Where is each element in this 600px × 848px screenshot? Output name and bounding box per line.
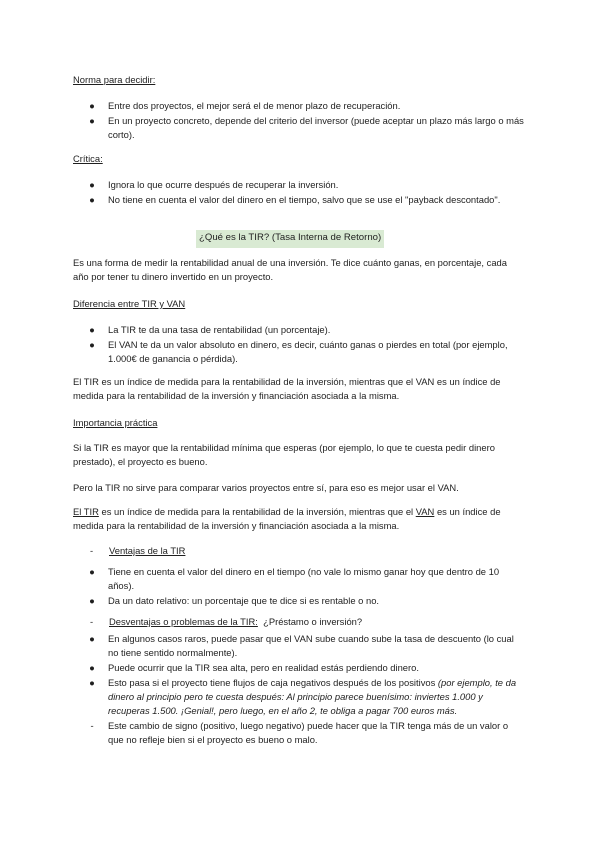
list-item: ● La TIR te da una tasa de rentabilidad (un porcentaje). <box>73 323 525 337</box>
tir-definition: Es una forma de medir la rentabilidad anual de una inversión. Te dice cuánto ganas, en porcentaje, cada año por tener tu dinero invertido en un proyecto. <box>73 257 507 282</box>
importancia-paragraph-1: Si la TIR es mayor que la rentabilidad mínima que esperas (por ejemplo, lo que te cuesta pedir dinero prestado), el proyecto es bueno. <box>73 442 495 467</box>
dash-marker: - <box>90 545 94 556</box>
list-item: ● Puede ocurrir que la TIR sea alta, pero en realidad estás perdiendo dinero. <box>73 661 525 675</box>
tir-van-paragraph: El TIR es un índice de medida para la rentabilidad de la inversión, mientras que el VAN es un índice de medida para la rentabilidad de la inversión y financiación asociada a la misma. <box>73 376 501 401</box>
list-item: ● Ignora lo que ocurre después de recuperar la inversión. <box>73 178 525 192</box>
bullet-icon: ● <box>89 662 95 673</box>
tir-van-repeat-paragraph: El TIR es un índice de medida para la rentabilidad de la inversión, mientras que el VAN es un índice de medida para la rentabilidad de la inversión y financiación asociada a la misma. <box>73 506 501 531</box>
norma-heading: Norma para decidir: <box>73 74 156 85</box>
list-item: ● Tiene en cuenta el valor del dinero en el tiempo (no vale lo mismo ganar hoy que dentro de 10 años). <box>73 565 525 593</box>
importancia-heading: Importancia práctica <box>73 417 158 428</box>
desventajas-title: Desventajas o problemas de la TIR: <box>109 616 258 627</box>
bullet-icon: ● <box>89 633 95 644</box>
list-item: ● Da un dato relativo: un porcentaje que te dice si es rentable o no. <box>73 594 525 608</box>
norma-list <box>73 99 525 143</box>
bullet-icon: ● <box>89 566 95 577</box>
list-item: ● Entre dos proyectos, el mejor será el de menor plazo de recuperación. <box>73 99 525 113</box>
tir-underlined: El TIR <box>73 506 99 517</box>
ventajas-list <box>73 565 525 609</box>
importancia-paragraph-2: Pero la TIR no sirve para comparar varios proyectos entre sí, para eso es mejor usar el VAN. <box>73 482 459 493</box>
diferencia-list <box>73 323 525 367</box>
dash-marker: - <box>90 616 94 627</box>
van-underlined: VAN <box>415 506 435 517</box>
ventajas-title: Ventajas de la TIR <box>109 545 186 556</box>
bullet-icon: ● <box>89 179 95 190</box>
critica-heading: Crítica: <box>73 153 103 164</box>
bullet-icon: ● <box>89 115 95 126</box>
list-item: ● El VAN te da un valor absoluto en dinero, es decir, cuánto ganas o pierdes en total (por ejemplo, 1.000€ de ganancia o pérdida). <box>73 338 525 366</box>
desventajas-list <box>73 632 525 748</box>
critica-list <box>73 178 525 208</box>
list-item: ● En un proyecto concreto, depende del criterio del inversor (puede aceptar un plazo más largo o más corto). <box>73 114 525 142</box>
bullet-icon: ● <box>89 595 95 606</box>
list-item: ● No tiene en cuenta el valor del dinero en el tiempo, salvo que se use el "payback descontado". <box>73 193 525 207</box>
bullet-icon: ● <box>89 339 95 350</box>
dash-marker: - <box>90 720 94 731</box>
list-item: - Este cambio de signo (positivo, luego negativo) puede hacer que la TIR tenga más de un valor o que no refleje bien si el proyecto es bueno o malo. <box>73 719 525 747</box>
bullet-icon: ● <box>89 194 95 205</box>
bullet-icon: ● <box>89 100 95 111</box>
list-item: ● En algunos casos raros, puede pasar que el VAN sube cuando sube la tasa de descuento (lo cual no tiene sentido normalmente). <box>73 632 525 660</box>
desventajas-question: ¿Préstamo o inversión? <box>263 616 363 627</box>
bullet-icon: ● <box>89 324 95 335</box>
desventajas-heading <box>73 615 525 629</box>
list-item: ● Esto pasa si el proyecto tiene flujos de caja negativos después de los positivos (por ejemplo, te da dinero al principio pero te cuesta después: Al principio parece buenísimo: inviertes 1.000 y recuperas 1.500. ¡Genial!, pero luego, en el año 2, te obliga a pagar 700 euros más. <box>73 676 525 718</box>
tir-section-heading: ¿Qué es la TIR? (Tasa Interna de Retorno) <box>196 230 384 248</box>
bullet-icon: ● <box>89 677 95 688</box>
diferencia-heading: Diferencia entre TIR y VAN <box>73 298 186 309</box>
